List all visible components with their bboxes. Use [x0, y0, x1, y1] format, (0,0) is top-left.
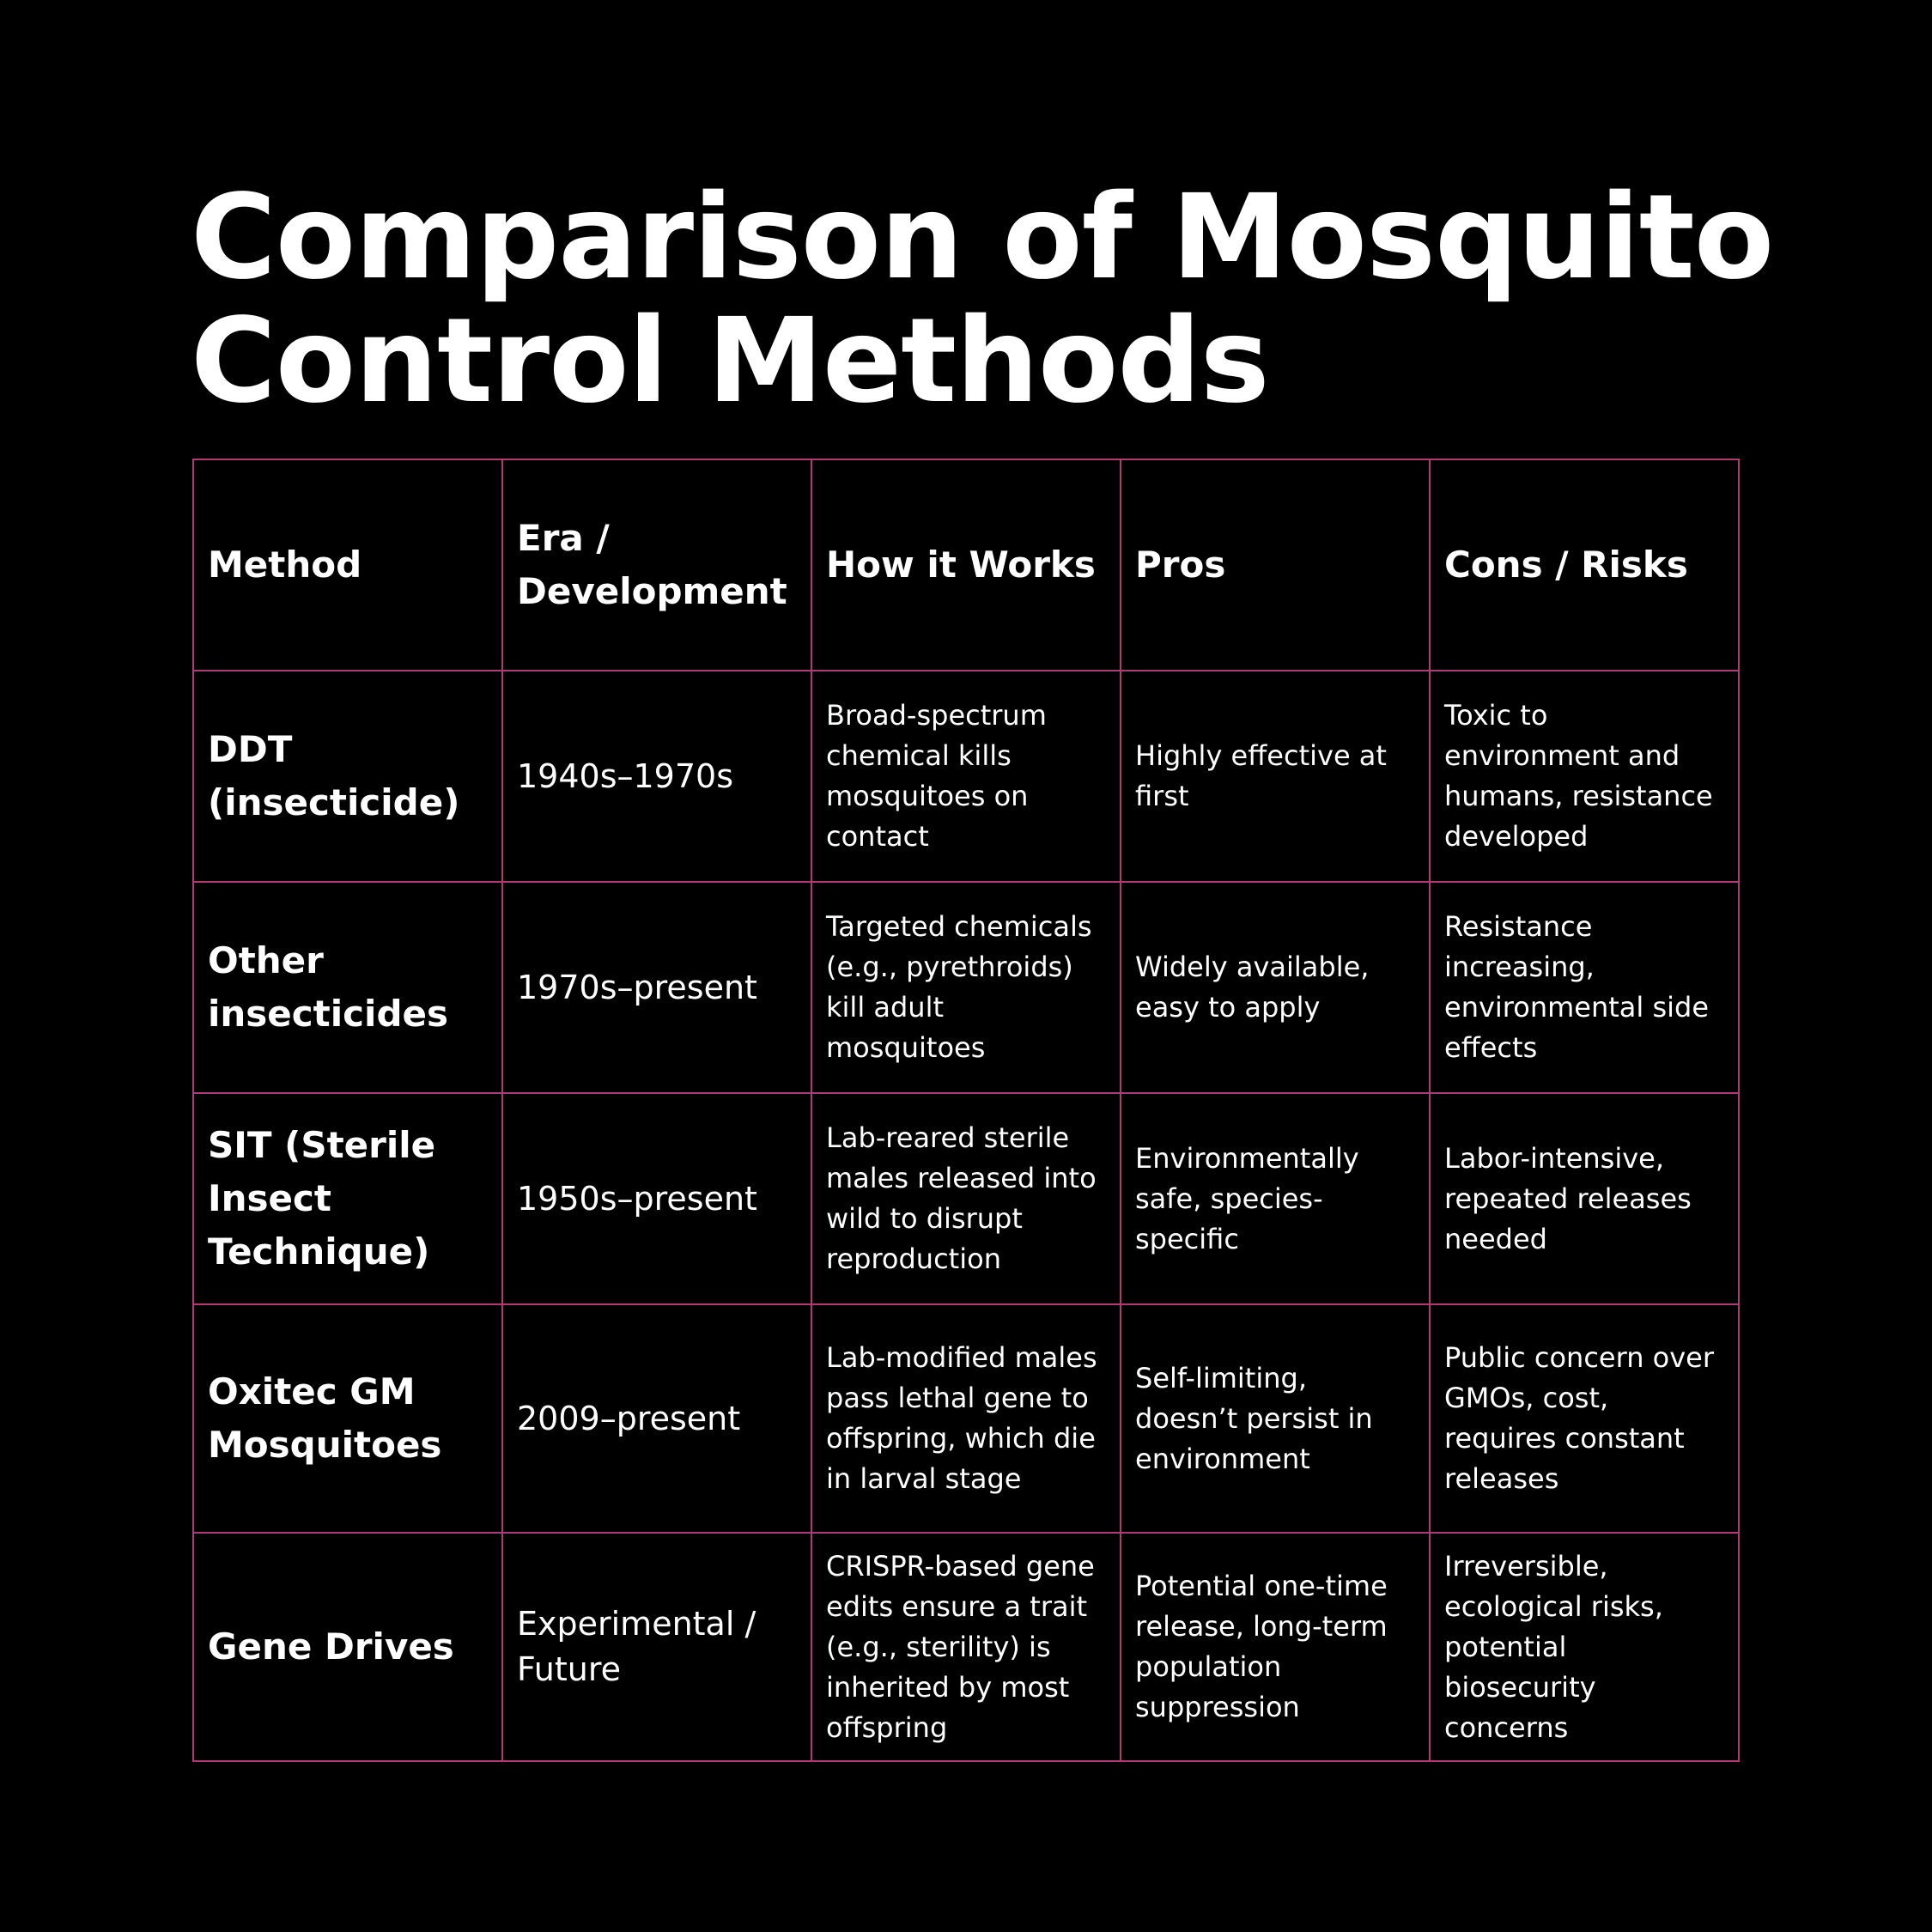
table-row: [193, 1533, 1739, 1761]
table-row: [193, 671, 1739, 882]
cell-method: Other insecticides: [193, 882, 502, 1093]
cell-era: Experimental / Future: [502, 1533, 811, 1761]
cell-era: 1940s–1970s: [502, 671, 811, 882]
cell-pros: Highly effective at first: [1121, 671, 1430, 882]
cell-era: 1970s–present: [502, 882, 811, 1093]
cell-pros: Environmentally safe, species-specific: [1121, 1093, 1430, 1304]
cell-pros: Self-limiting, doesn’t persist in environment: [1121, 1304, 1430, 1533]
table-row: [193, 882, 1739, 1093]
page-title: Comparison of Mosquito Control Methods: [191, 170, 1774, 429]
cell-method: DDT (insecticide): [193, 671, 502, 882]
cell-cons-risks: Irreversible, ecological risks, potential biosecurity concerns: [1430, 1533, 1739, 1761]
cell-cons-risks: Labor-intensive, repeated releases needed: [1430, 1093, 1739, 1304]
cell-cons-risks: Resistance increasing, environmental side effects: [1430, 882, 1739, 1093]
cell-era: 1950s–present: [502, 1093, 811, 1304]
comparison-table: [192, 459, 1740, 1762]
cell-method: Gene Drives: [193, 1533, 502, 1761]
cell-cons-risks: Public concern over GMOs, cost, requires constant releases: [1430, 1304, 1739, 1533]
cell-how-it-works: Targeted chemicals (e.g., pyrethroids) kill adult mosquitoes: [811, 882, 1121, 1093]
cell-pros: Widely available, easy to apply: [1121, 882, 1430, 1093]
header-method: Method: [193, 459, 502, 671]
cell-how-it-works: CRISPR-based gene edits ensure a trait (e.g., sterility) is inherited by most offspring: [811, 1533, 1121, 1761]
header-cons-risks: Cons / Risks: [1430, 459, 1739, 671]
table-row: [193, 1304, 1739, 1533]
cell-cons-risks: Toxic to environment and humans, resistance developed: [1430, 671, 1739, 882]
header-pros: Pros: [1121, 459, 1430, 671]
header-how-it-works: How it Works: [811, 459, 1121, 671]
cell-pros: Potential one-time release, long-term population suppression: [1121, 1533, 1430, 1761]
cell-how-it-works: Lab-modified males pass lethal gene to offspring, which die in larval stage: [811, 1304, 1121, 1533]
cell-method: SIT (Sterile Insect Technique): [193, 1093, 502, 1304]
cell-era: 2009–present: [502, 1304, 811, 1533]
cell-how-it-works: Lab-reared sterile males released into wild to disrupt reproduction: [811, 1093, 1121, 1304]
table-header-row: [193, 459, 1739, 671]
cell-how-it-works: Broad-spectrum chemical kills mosquitoes on contact: [811, 671, 1121, 882]
cell-method: Oxitec GM Mosquitoes: [193, 1304, 502, 1533]
header-era: Era / Development: [502, 459, 811, 671]
table-row: [193, 1093, 1739, 1304]
